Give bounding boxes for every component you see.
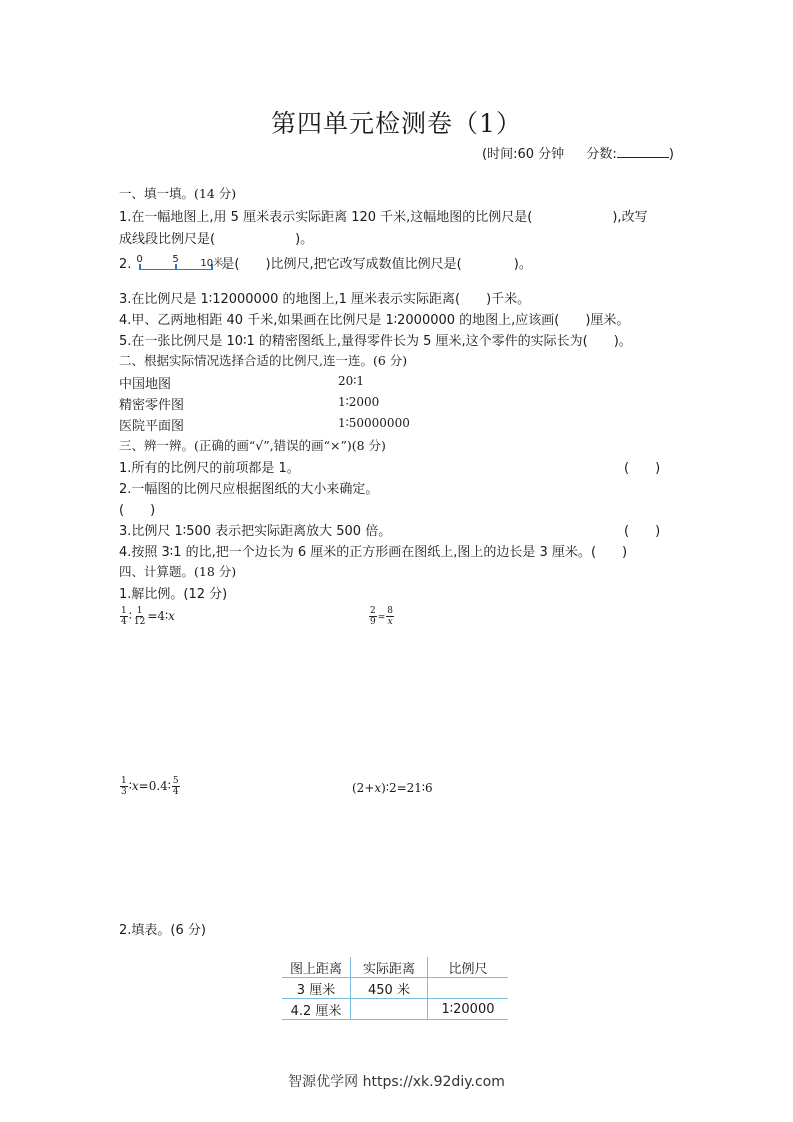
equation-4: (2+x)∶2=21∶6 [352, 781, 433, 795]
q2-line [119, 253, 532, 272]
table-header: 图上距离 [282, 957, 351, 978]
score-label: 分数: [586, 147, 617, 162]
q3-line: 3.在比例尺是 1∶12000000 的地图上,1 厘米表示实际距离( )千米。 [119, 292, 531, 307]
table-cell: 4.2 厘米 [282, 999, 351, 1020]
page-title: 第四单元检测卷（1） [271, 109, 522, 138]
solve-proportion-heading: 1.解比例。(12 分) [119, 587, 228, 602]
eq1-fraction-1: $\frac{1}{4}$ [121, 606, 127, 627]
match-right-3[interactable]: 1∶50000000 [338, 416, 410, 430]
q1-text-d: )。 [295, 232, 314, 247]
match-left-3[interactable]: 医院平面图 [119, 419, 185, 434]
match-left-2[interactable]: 精密零件图 [119, 398, 185, 413]
ruler-label-0: 0 [136, 253, 143, 265]
table-cell: 450 米 [351, 978, 428, 999]
judge-q4-answer[interactable]: ( ) [590, 545, 628, 560]
scale-table [282, 957, 508, 1020]
judge-q3-answer[interactable]: ( ) [624, 524, 661, 539]
q1-line1 [119, 206, 648, 225]
q1-line2 [119, 228, 313, 247]
judge-q1: 1.所有的比例尺的前项都是 1。 [119, 461, 300, 476]
match-right-1[interactable]: 20∶1 [338, 374, 365, 388]
eq2-fraction-1: $\frac{2}{9}$ [370, 606, 376, 627]
time-info: (时间:60 分钟 [482, 147, 565, 162]
ruler-label-10: 10米 [200, 257, 224, 269]
exam-meta [482, 143, 674, 162]
judge-q2: 2.一幅图的比例尺应根据图纸的大小来确定。 [119, 482, 379, 497]
table-header-row [282, 957, 508, 978]
q2-number: 2. [119, 257, 132, 272]
q5-line: 5.在一张比例尺是 10∶1 的精密图纸上,量得零件长为 5 厘米,这个零件的实际长为( )。 [119, 334, 632, 349]
table-cell: 1∶20000 [428, 999, 509, 1020]
table-cell-blank[interactable] [428, 978, 509, 999]
table-header: 实际距离 [351, 957, 428, 978]
section2-header: 二、根据实际情况选择合适的比例尺,连一连。(6 分) [119, 353, 408, 368]
match-right-2[interactable]: 1∶2000 [338, 395, 380, 409]
judge-q3: 3.比例尺 1∶500 表示把实际距离放大 500 倍。 [119, 524, 392, 539]
score-blank[interactable] [617, 145, 669, 158]
judge-q1-answer[interactable]: ( ) [624, 461, 661, 476]
meta-close: ) [668, 147, 674, 162]
q2-text: 是( )比例尺,把它改写成数值比例尺是( )。 [221, 257, 532, 272]
q1-text-b: ),改写 [612, 210, 648, 225]
table-cell-blank[interactable] [351, 999, 428, 1020]
ruler-label-5: 5 [172, 253, 179, 265]
judge-q2-answer[interactable]: ( ) [119, 503, 156, 518]
equation-1: $\frac{1}{4}$ ∶ $\frac{1}{12}$ =4∶x [121, 606, 175, 627]
table-row [282, 978, 508, 999]
table-cell: 3 厘米 [282, 978, 351, 999]
equation-2: $\frac{2}{9}$ = $\frac{8}{x}$ [370, 606, 394, 627]
q1-text-a: 1.在一幅地图上,用 5 厘米表示实际距离 120 千米,这幅地图的比例尺是( [119, 210, 533, 225]
section3-header: 三、辨一辨。(正确的画“√”,错误的画“×”)(8 分) [119, 438, 386, 453]
eq3-fraction-2: $\frac{5}{4}$ [172, 776, 179, 797]
footer-watermark: 智源优学网 https://xk.92diy.com [288, 1074, 505, 1090]
q1-text-c: 成线段比例尺是( [119, 232, 216, 247]
judge-q4 [119, 541, 627, 560]
eq2-fraction-2: $\frac{8}{x}$ [387, 606, 394, 627]
eq1-fraction-2: $\frac{1}{12}$ [133, 606, 146, 627]
section4-header: 四、计算题。(18 分) [119, 564, 237, 579]
eq3-fraction-1: $\frac{1}{3}$ [121, 776, 127, 797]
fill-table-heading: 2.填表。(6 分) [119, 923, 206, 938]
q4-line: 4.甲、乙两地相距 40 千米,如果画在比例尺是 1∶2000000 的地图上,应该画( )厘米。 [119, 313, 630, 328]
equation-3: $\frac{1}{3}$ ∶x=0.4∶ $\frac{5}{4}$ [121, 776, 179, 797]
section1-header: 一、填一填。(14 分) [119, 186, 237, 201]
line-scale-ruler [131, 253, 224, 272]
match-left-1[interactable]: 中国地图 [119, 377, 172, 392]
table-row [282, 999, 508, 1020]
judge-q4-text: 4.按照 3∶1 的比,把一个边长为 6 厘米的正方形画在图纸上,图上的边长是 3 厘米。 [119, 545, 591, 560]
table-header: 比例尺 [428, 957, 509, 978]
